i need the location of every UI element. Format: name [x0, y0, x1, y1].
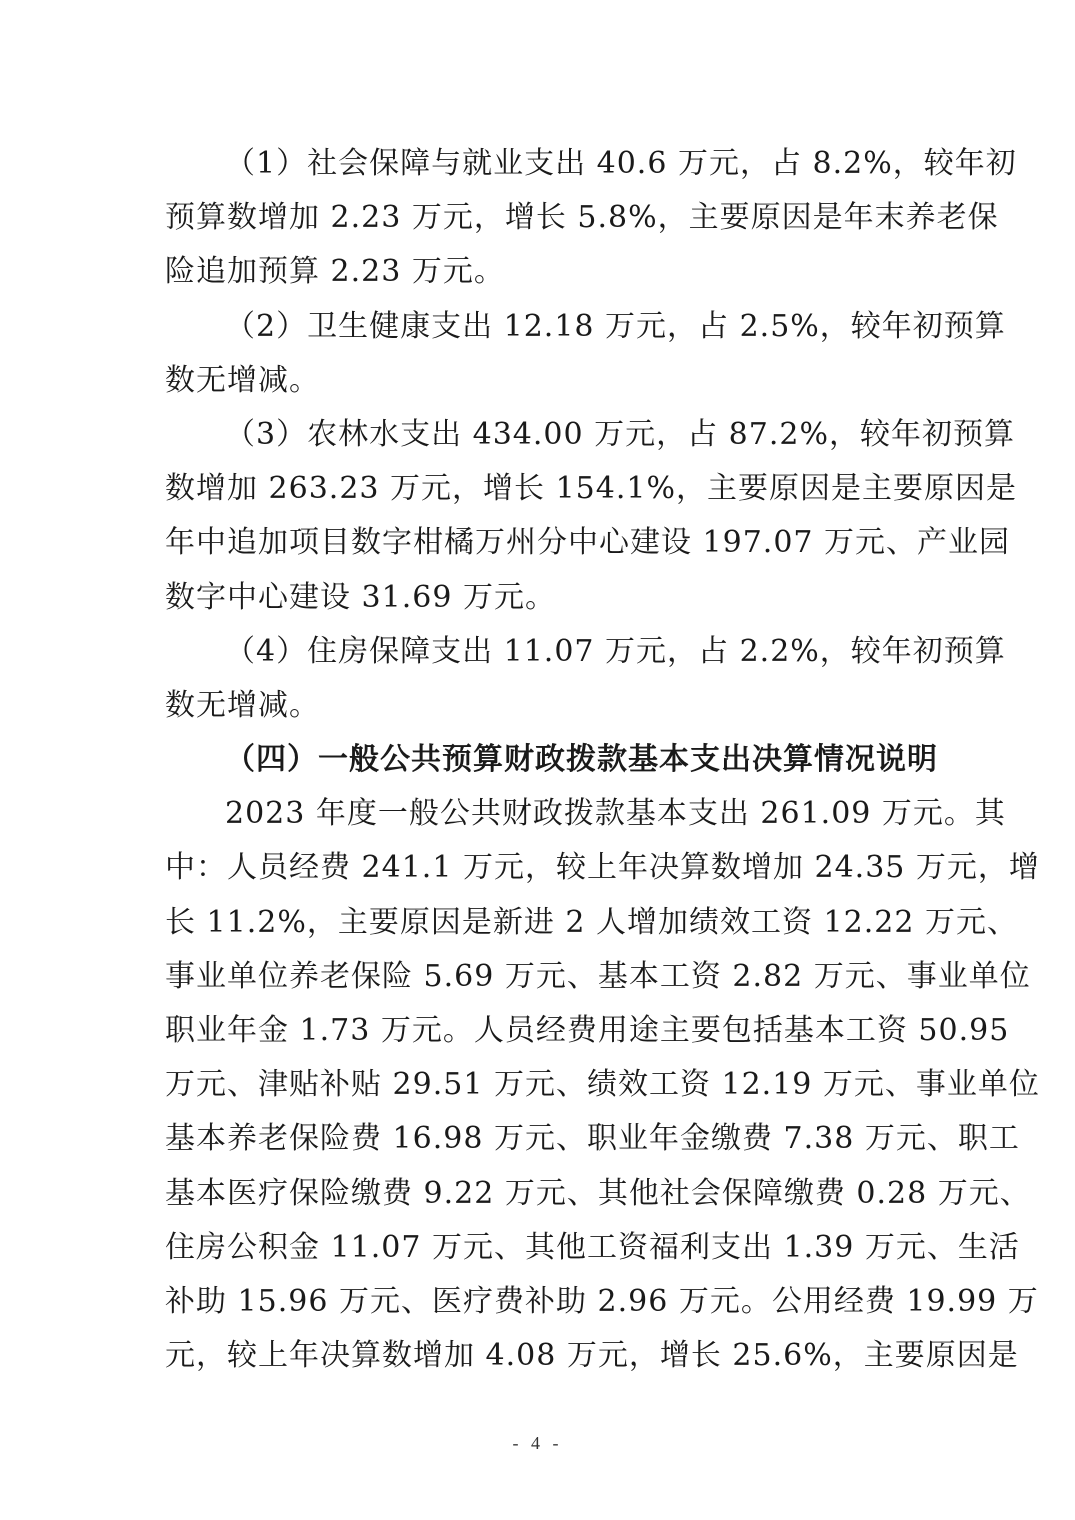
- p1-line-3: 险追加预算 2.23 万元。: [165, 254, 505, 290]
- p2-line-2: 数无增减。: [165, 362, 320, 398]
- p5-line-5: 职业年金 1.73 万元。人员经费用途主要包括基本工资 50.95: [165, 1013, 1010, 1048]
- p5-line-3: 长 11.2%，主要原因是新进 2 人增加绩效工资 12.22 万元、: [165, 904, 1018, 940]
- p5-line-6: 万元、津贴补贴 29.51 万元、绩效工资 12.19 万元、事业单位: [165, 1067, 1040, 1103]
- p5-line-7: 基本养老保险费 16.98 万元、职业年金缴费 7.38 万元、职工: [165, 1121, 1020, 1157]
- p5-line-10: 补助 15.96 万元、医疗费补助 2.96 万元。公用经费 19.99 万: [165, 1283, 1039, 1319]
- p3-line-2: 数增加 263.23 万元，增长 154.1%，主要原因是主要原因是: [165, 471, 1017, 507]
- p5-line-4: 事业单位养老保险 5.69 万元、基本工资 2.82 万元、事业单位: [165, 958, 1031, 994]
- p5-line-11: 元，较上年决算数增加 4.08 万元，增长 25.6%，主要原因是: [165, 1338, 1019, 1374]
- p4-line-2: 数无增减。: [165, 687, 320, 723]
- page-number: - 4 -: [512, 1433, 563, 1453]
- p4-line-1: （4）住房保障支出 11.07 万元，占 2.2%，较年初预算: [225, 633, 1006, 669]
- p5-line-1: 2023 年度一般公共财政拨款基本支出 261.09 万元。其: [225, 796, 1006, 832]
- p3-line-4: 数字中心建设 31.69 万元。: [165, 579, 556, 615]
- p2-line-1: （2）卫生健康支出 12.18 万元，占 2.5%，较年初预算: [225, 308, 1006, 344]
- p5-line-2: 中：人员经费 241.1 万元，较上年决算数增加 24.35 万元，增: [165, 850, 1040, 886]
- p1-line-2: 预算数增加 2.23 万元，增长 5.8%，主要原因是年末养老保: [165, 200, 999, 236]
- p3-line-1: （3）农林水支出 434.00 万元，占 87.2%，较年初预算: [225, 416, 1015, 452]
- p3-line-3: 年中追加项目数字柑橘万州分中心建设 197.07 万元、产业园: [165, 525, 1011, 561]
- p5-line-8: 基本医疗保险缴费 9.22 万元、其他社会保障缴费 0.28 万元、: [165, 1175, 1031, 1211]
- section-heading: （四）一般公共预算财政拨款基本支出决算情况说明: [225, 742, 938, 778]
- body-text: [165, 137, 1040, 1383]
- p1-line-1: （1）社会保障与就业支出 40.6 万元，占 8.2%，较年初: [225, 146, 1017, 181]
- p5-line-9: 住房公积金 11.07 万元、其他工资福利支出 1.39 万元、生活: [165, 1229, 1020, 1265]
